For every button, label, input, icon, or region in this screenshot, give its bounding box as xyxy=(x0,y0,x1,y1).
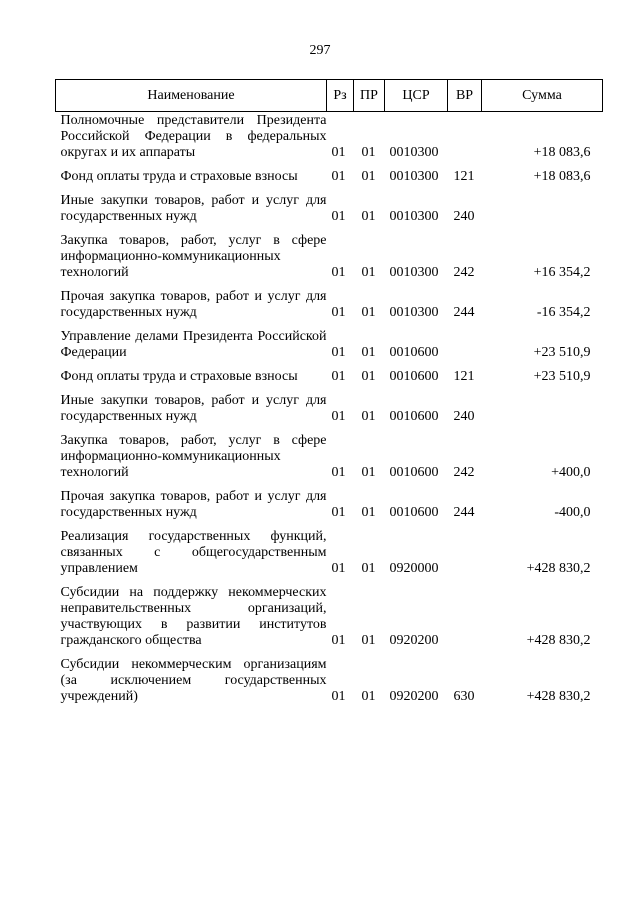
row-pr: 01 xyxy=(361,409,376,424)
row-name: Прочая закупка товаров, работ и услуг для государственных нужд xyxy=(60,289,327,320)
table-row xyxy=(56,425,603,481)
header-rz: Рз xyxy=(327,80,354,112)
row-pr: 01 xyxy=(361,209,376,224)
row-name: Субсидии некоммерческим организациям (за исключением государственных учреждений) xyxy=(60,657,327,704)
row-pr: 01 xyxy=(361,169,376,184)
header-vr: ВР xyxy=(448,80,482,112)
row-vr xyxy=(448,321,482,361)
row-name: Прочая закупка товаров, работ и услуг для государственных нужд xyxy=(60,489,327,520)
row-rz: 01 xyxy=(331,145,346,160)
row-pr: 01 xyxy=(361,465,376,480)
row-sum: +18 083,6 xyxy=(533,145,591,160)
row-csr: 0010600 xyxy=(389,505,439,520)
row-csr: 0010300 xyxy=(389,209,439,224)
table-row xyxy=(56,281,603,321)
row-sum: -400,0 xyxy=(554,505,591,520)
row-pr: 01 xyxy=(361,145,376,160)
header-csr: ЦСР xyxy=(385,80,448,112)
row-rz: 01 xyxy=(331,169,346,184)
row-rz: 01 xyxy=(331,265,346,280)
row-sum: +428 830,2 xyxy=(526,561,591,576)
row-sum: -16 354,2 xyxy=(536,305,591,320)
row-rz: 01 xyxy=(331,465,346,480)
row-name: Субсидии на поддержку некоммерческих неправительственных организаций, участвующих в развитии институтов гражданского общества xyxy=(60,585,327,648)
row-vr: 121 xyxy=(453,169,475,184)
row-csr: 0010300 xyxy=(389,169,439,184)
row-rz: 01 xyxy=(331,345,346,360)
row-rz: 01 xyxy=(331,409,346,424)
row-pr: 01 xyxy=(361,633,376,648)
row-csr: 0010600 xyxy=(389,409,439,424)
row-name: Фонд оплаты труда и страховые взносы xyxy=(60,169,298,184)
row-rz: 01 xyxy=(331,633,346,648)
table-row xyxy=(56,161,603,185)
table-row xyxy=(56,185,603,225)
header-pr: ПР xyxy=(354,80,385,112)
row-pr: 01 xyxy=(361,505,376,520)
row-name: Реализация государственных функций, связанных с общегосударственным управлением xyxy=(60,529,327,576)
row-sum: +23 510,9 xyxy=(533,345,591,360)
row-csr: 0010300 xyxy=(389,145,439,160)
row-rz: 01 xyxy=(331,369,346,384)
row-csr: 0010300 xyxy=(389,265,439,280)
table-row xyxy=(56,649,603,705)
row-vr: 240 xyxy=(453,409,475,424)
row-sum xyxy=(482,185,603,225)
table-row xyxy=(56,577,603,649)
row-vr: 630 xyxy=(453,689,475,704)
table-row xyxy=(56,481,603,521)
budget-table xyxy=(55,79,603,705)
header-sum: Сумма xyxy=(482,80,603,112)
row-vr: 242 xyxy=(453,265,475,280)
row-csr: 0920000 xyxy=(389,561,439,576)
row-vr xyxy=(448,112,482,162)
row-pr: 01 xyxy=(361,265,376,280)
row-pr: 01 xyxy=(361,305,376,320)
row-vr xyxy=(448,521,482,577)
row-vr: 121 xyxy=(453,369,475,384)
row-rz: 01 xyxy=(331,505,346,520)
row-rz: 01 xyxy=(331,209,346,224)
header-name: Наименование xyxy=(56,80,327,112)
row-csr: 0920200 xyxy=(389,689,439,704)
row-name: Управление делами Президента Российской Федерации xyxy=(60,329,327,360)
row-sum: +400,0 xyxy=(551,465,591,480)
row-pr: 01 xyxy=(361,369,376,384)
page-number: 297 xyxy=(309,43,331,58)
table-row xyxy=(56,521,603,577)
row-vr xyxy=(448,577,482,649)
table-row xyxy=(56,361,603,385)
row-name: Иные закупки товаров, работ и услуг для государственных нужд xyxy=(60,193,327,224)
table-row xyxy=(56,225,603,281)
row-csr: 0010600 xyxy=(389,465,439,480)
row-name: Фонд оплаты труда и страховые взносы xyxy=(60,369,298,384)
row-sum xyxy=(482,385,603,425)
row-name: Закупка товаров, работ, услуг в сфере информационно-коммуникационных технологий xyxy=(60,233,327,280)
row-vr: 240 xyxy=(453,209,475,224)
table-header-row xyxy=(56,80,603,112)
row-pr: 01 xyxy=(361,561,376,576)
row-rz: 01 xyxy=(331,561,346,576)
row-csr: 0920200 xyxy=(389,633,439,648)
row-name: Закупка товаров, работ, услуг в сфере информационно-коммуникационных технологий xyxy=(60,433,327,480)
row-sum: +428 830,2 xyxy=(526,633,591,648)
row-sum: +16 354,2 xyxy=(533,265,591,280)
row-rz: 01 xyxy=(331,689,346,704)
row-csr: 0010600 xyxy=(389,369,439,384)
row-sum: +18 083,6 xyxy=(533,169,591,184)
row-name: Полномочные представители Президента Российской Федерации в федеральных округах и их аппараты xyxy=(60,113,327,160)
row-vr: 244 xyxy=(453,305,475,320)
row-pr: 01 xyxy=(361,345,376,360)
row-rz: 01 xyxy=(331,305,346,320)
row-csr: 0010300 xyxy=(389,305,439,320)
row-vr: 242 xyxy=(453,465,475,480)
row-pr: 01 xyxy=(361,689,376,704)
table-row xyxy=(56,112,603,162)
table-row xyxy=(56,385,603,425)
table-row xyxy=(56,321,603,361)
row-name: Иные закупки товаров, работ и услуг для государственных нужд xyxy=(60,393,327,424)
table-body xyxy=(56,112,603,706)
row-sum: +23 510,9 xyxy=(533,369,591,384)
row-vr: 244 xyxy=(453,505,475,520)
row-csr: 0010600 xyxy=(389,345,439,360)
row-sum: +428 830,2 xyxy=(526,689,591,704)
